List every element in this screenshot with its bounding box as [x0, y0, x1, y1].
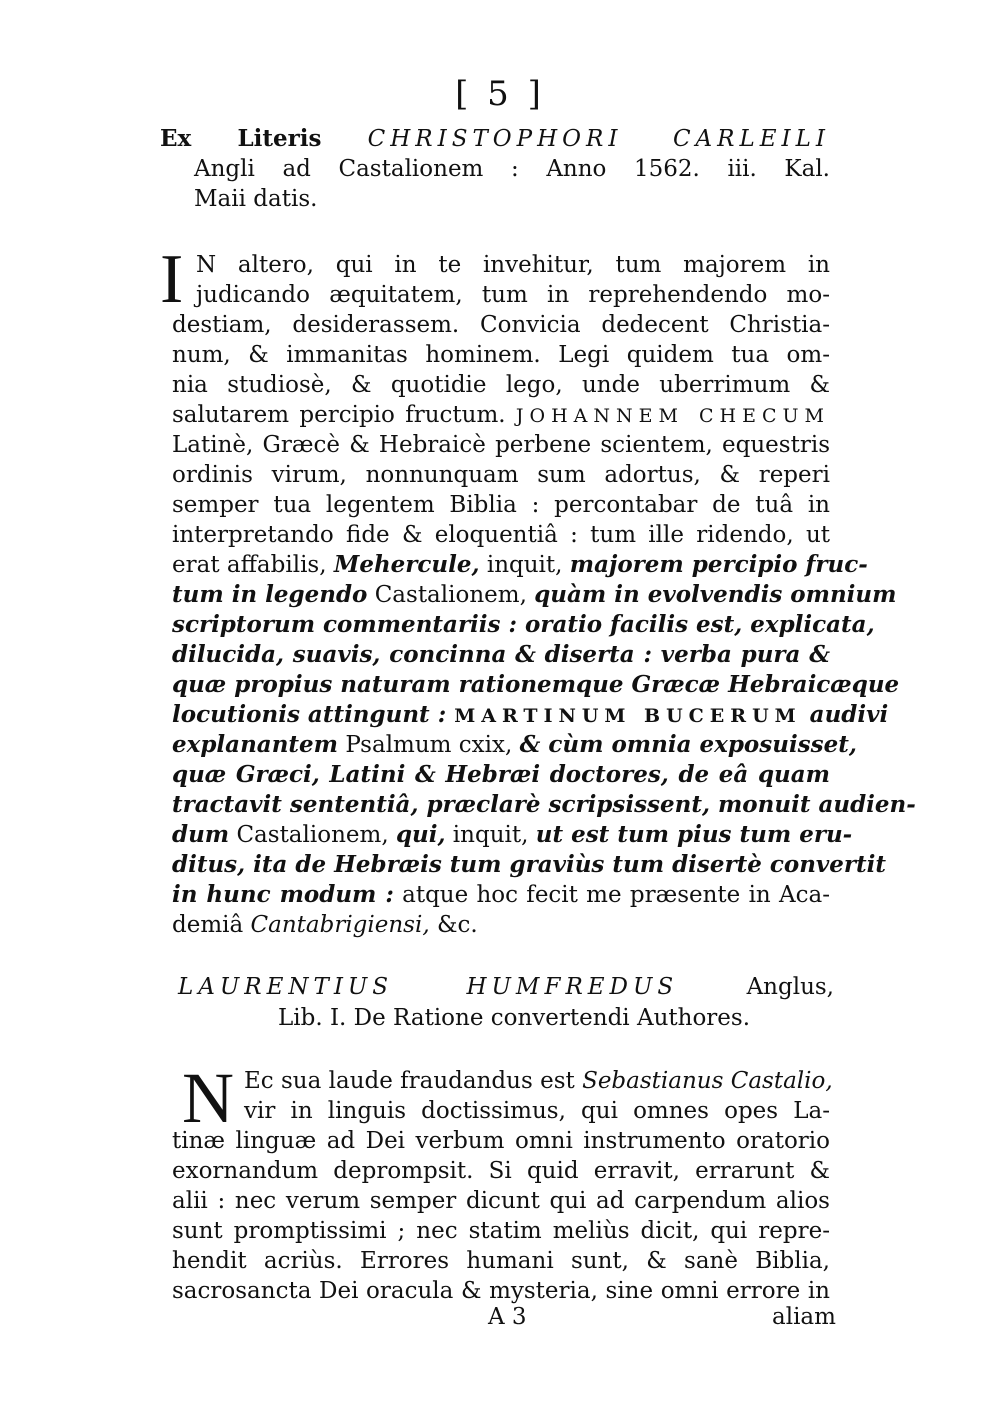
text-run: & cùm omnia exposuisset,: [519, 731, 857, 758]
text-run: MARTINUM BUCERUM: [454, 705, 802, 727]
section1-heading-line-3: Maii datis.: [194, 186, 318, 212]
text-run: Psalmum cxix,: [338, 732, 520, 758]
section1-line: [172, 820, 853, 850]
section1-line: [172, 460, 830, 490]
text-run: Cantabrigiensi,: [250, 912, 430, 938]
text-run: tractavit sententiâ, præclarè scripsissent, monuit audien-: [172, 791, 916, 818]
text-run: atque hoc fecit me præsente in Aca-: [393, 882, 830, 908]
heading-prefix: Ex Literis: [160, 125, 368, 152]
text-run: dilucida, suavis, concinna & diserta : verba pura &: [172, 641, 830, 668]
drop-cap-i: I: [160, 241, 184, 318]
section2-line: [172, 1246, 830, 1276]
text-run: ordinis virum, nonnunquam sum adortus, & reperi: [172, 462, 830, 488]
text-run: Latinè, Græcè & Hebraicè perbene scientem, equestris: [172, 432, 830, 458]
section1-line: [172, 850, 887, 880]
section1-line: [172, 610, 875, 640]
author-name-2: LAURENTIUS HUMFREDUS: [178, 974, 679, 1000]
section1-line: [172, 730, 857, 760]
text-run: judicando æquitatem, tum in reprehendendo mo-: [196, 282, 830, 308]
text-run: &c.: [429, 912, 478, 938]
text-run: quàm in evolvendis omnium: [534, 581, 897, 608]
section2-line: [172, 1186, 830, 1216]
section1-line: [172, 670, 900, 700]
page-number-header: [ 5 ]: [455, 74, 545, 114]
section1-line: [172, 790, 916, 820]
section1-line: [196, 280, 830, 310]
section1-line: [196, 250, 830, 280]
section1-line: [172, 910, 830, 940]
text-run: interpretando fide & eloquentiâ : tum ille ridendo, ut: [172, 522, 830, 548]
text-run: Castalionem,: [367, 582, 535, 608]
text-run: inquit,: [479, 552, 570, 578]
text-run: quæ Græci, Latini & Hebræi doctores, de eâ quam: [172, 761, 830, 788]
author-name: CHRISTOPHORI CARLEILI: [367, 126, 830, 152]
section1-line: [172, 490, 830, 520]
section1-line: [172, 880, 830, 910]
section2-line: [172, 1276, 830, 1306]
text-run: Mehercule,: [333, 551, 480, 578]
section2-line: [172, 1216, 830, 1246]
text-run: dum: [172, 821, 230, 848]
text-run: quæ propius naturam rationemque Græcæ Hebraicæque: [172, 671, 900, 698]
section1-line: [172, 310, 830, 340]
text-run: inquit,: [445, 822, 536, 848]
text-run: alii : nec verum semper dicunt qui ad carpendum alios: [172, 1188, 830, 1214]
section1-line: [172, 580, 897, 610]
text-run: vir in linguis doctissimus, qui omnes opes La-: [244, 1098, 830, 1124]
text-run: exornandum deprompsit. Si quid erravit, errarunt &: [172, 1158, 830, 1184]
text-run: Sebastianus Castalio,: [582, 1068, 833, 1094]
text-run: tum in legendo: [172, 581, 368, 608]
text-run: majorem percipio fruc-: [569, 551, 868, 578]
text-run: Ec sua laude fraudandus est: [244, 1068, 583, 1094]
text-run: JOHANNEM CHECUM: [515, 405, 830, 427]
text-run: semper tua legentem Biblia : percontabar de tuâ in: [172, 492, 830, 518]
text-run: ut est tum pius tum eru-: [535, 821, 853, 848]
heading-suffix: Anglus,: [678, 974, 834, 1000]
section1-line: [172, 430, 830, 460]
section1-line: [172, 550, 868, 580]
section2-line: [244, 1096, 830, 1126]
text-run: explanantem: [172, 731, 339, 758]
section1-line: [172, 370, 830, 400]
section2-heading-line-2: Lib. I. De Ratione convertendi Authores.: [277, 1005, 751, 1031]
section1-line: [172, 520, 830, 550]
catchword: aliam: [772, 1304, 836, 1330]
signature-mark: A 3: [488, 1304, 527, 1330]
text-run: erat affabilis,: [172, 552, 334, 578]
drop-cap-n: N: [182, 1058, 234, 1138]
section1-line: [172, 700, 889, 730]
section1-line: [172, 400, 830, 430]
text-run: salutarem percipio fructum.: [172, 402, 516, 428]
text-run: nia studiosè, & quotidie lego, unde uberrimum &: [172, 372, 830, 398]
section1-line: [172, 640, 830, 670]
section2-line: [172, 1156, 830, 1186]
text-run: scriptorum commentariis : oratio facilis est, explicata,: [172, 611, 875, 638]
text-run: qui,: [395, 821, 446, 848]
text-run: in hunc modum :: [172, 881, 394, 908]
section2-line: [244, 1066, 833, 1096]
section2-heading-line-1: [178, 972, 834, 1002]
section1-line: [172, 340, 830, 370]
text-run: N altero, qui in te invehitur, tum majorem in: [196, 252, 830, 278]
section1-line: [172, 760, 830, 790]
text-run: sunt promptissimi ; nec statim meliùs dicit, qui repre-: [172, 1218, 830, 1244]
text-run: destiam, desiderassem. Convicia dedecent Christia-: [172, 312, 830, 338]
text-run: audivi: [801, 701, 889, 728]
text-run: Castalionem,: [229, 822, 396, 848]
section1-heading-line-2: Angli ad Castalionem : Anno 1562. iii. Kal.: [194, 156, 830, 182]
text-run: sacrosancta Dei oracula & mysteria, sine omni errore in: [172, 1278, 830, 1304]
text-run: locutionis attingunt :: [172, 701, 455, 728]
text-run: tinæ linguæ ad Dei verbum omni instrumento oratorio: [172, 1128, 830, 1154]
text-run: demiâ: [172, 912, 251, 938]
section2-line: [172, 1126, 830, 1156]
text-run: hendit acriùs. Errores humani sunt, & sanè Biblia,: [172, 1248, 830, 1274]
section1-heading-line-1: [160, 124, 830, 154]
text-run: ditus, ita de Hebræis tum graviùs tum disertè convertit: [172, 851, 887, 878]
text-run: num, & immanitas hominem. Legi quidem tua om-: [172, 342, 830, 368]
